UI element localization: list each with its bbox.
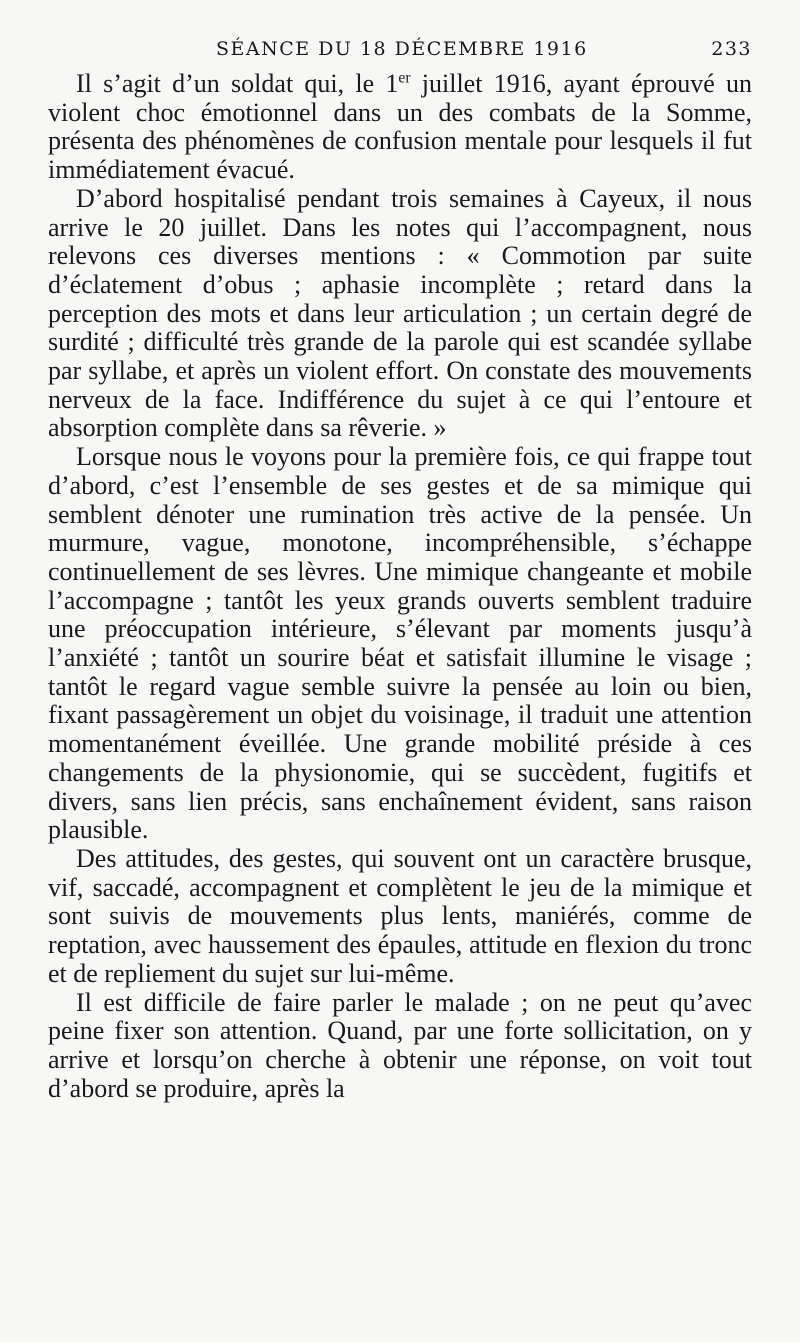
paragraph-1-rest: juillet 1916, ayant éprouvé un violent choc émotionnel dans un des combats de la Somme, présenta des phénomènes de confusion mentale pour lesquels il fut immédiatement évacué. bbox=[48, 69, 752, 185]
running-title: SÉANCE DU 18 DÉCEMBRE 1916 bbox=[216, 38, 588, 60]
running-head bbox=[48, 30, 752, 70]
paragraph-3: Lorsque nous le voyons pour la première fois, ce qui frappe tout d’abord, c’est l’ensemble de ses gestes et de sa mimique qui semblent dénoter une rumination très active de la pensée. Un murmure, vague, monotone, incompréhensible, s’échappe continuellement de ses lèvres. Une mimique changeante et mobile l’accompagne ; tantôt les yeux grands ouverts semblent traduire une préoccupation intérieure, s’élevant par moments jusqu’à l’anxiété ; tantôt un sourire béat et satisfait illumine le visage ; tantôt le regard vague semble suivre la pensée au loin ou bien, fixant passagèrement un objet du voisinage, il traduit une attention momentanément éveillée. Une grande mobilité préside à ces changements de la physionomie, qui se succèdent, fugitifs et divers, sans lien précis, sans enchaînement évident, sans raison plausible. bbox=[48, 442, 752, 845]
paragraph-1-start: Il s’agit d’un soldat qui, le 1 bbox=[76, 69, 399, 98]
page-number: 233 bbox=[711, 38, 752, 60]
paragraph-4: Des attitudes, des gestes, qui souvent ont un caractère brusque, vif, saccadé, accompagnent et complètent le jeu de la mimique et sont suivis de mouvements plus lents, maniérés, comme de reptation, avec haussement des épaules, attitude en flexion du tronc et de repliement du sujet sur lui-même. bbox=[48, 843, 752, 988]
paragraph-1 bbox=[48, 70, 752, 185]
ordinal-superscript: er bbox=[398, 69, 411, 87]
paragraph-5: Il est difficile de faire parler le malade ; on ne peut qu’avec peine fixer son attention. Quand, par une forte sollicitation, on y arrive et lorsqu’on cherche à obtenir une réponse, on voit tout d’abord se produire, après la bbox=[48, 987, 752, 1103]
paragraph-2: D’abord hospitalisé pendant trois semaines à Cayeux, il nous arrive le 20 juillet. Dans les notes qui l’accompagnent, nous relevons ces diverses mentions : « Commotion par suite d’éclatement d’obus ; aphasie incomplète ; retard dans la perception des mots et dans leur articulation ; un certain degré de surdité ; difficulté très grande de la parole qui est scandée syllabe par syllabe, et après un violent effort. On constate des mouvements nerveux de la face. Indifférence du sujet à ce qui l’entoure et absorption complète dans sa rêverie. » bbox=[48, 183, 752, 443]
body-text bbox=[48, 70, 752, 1103]
